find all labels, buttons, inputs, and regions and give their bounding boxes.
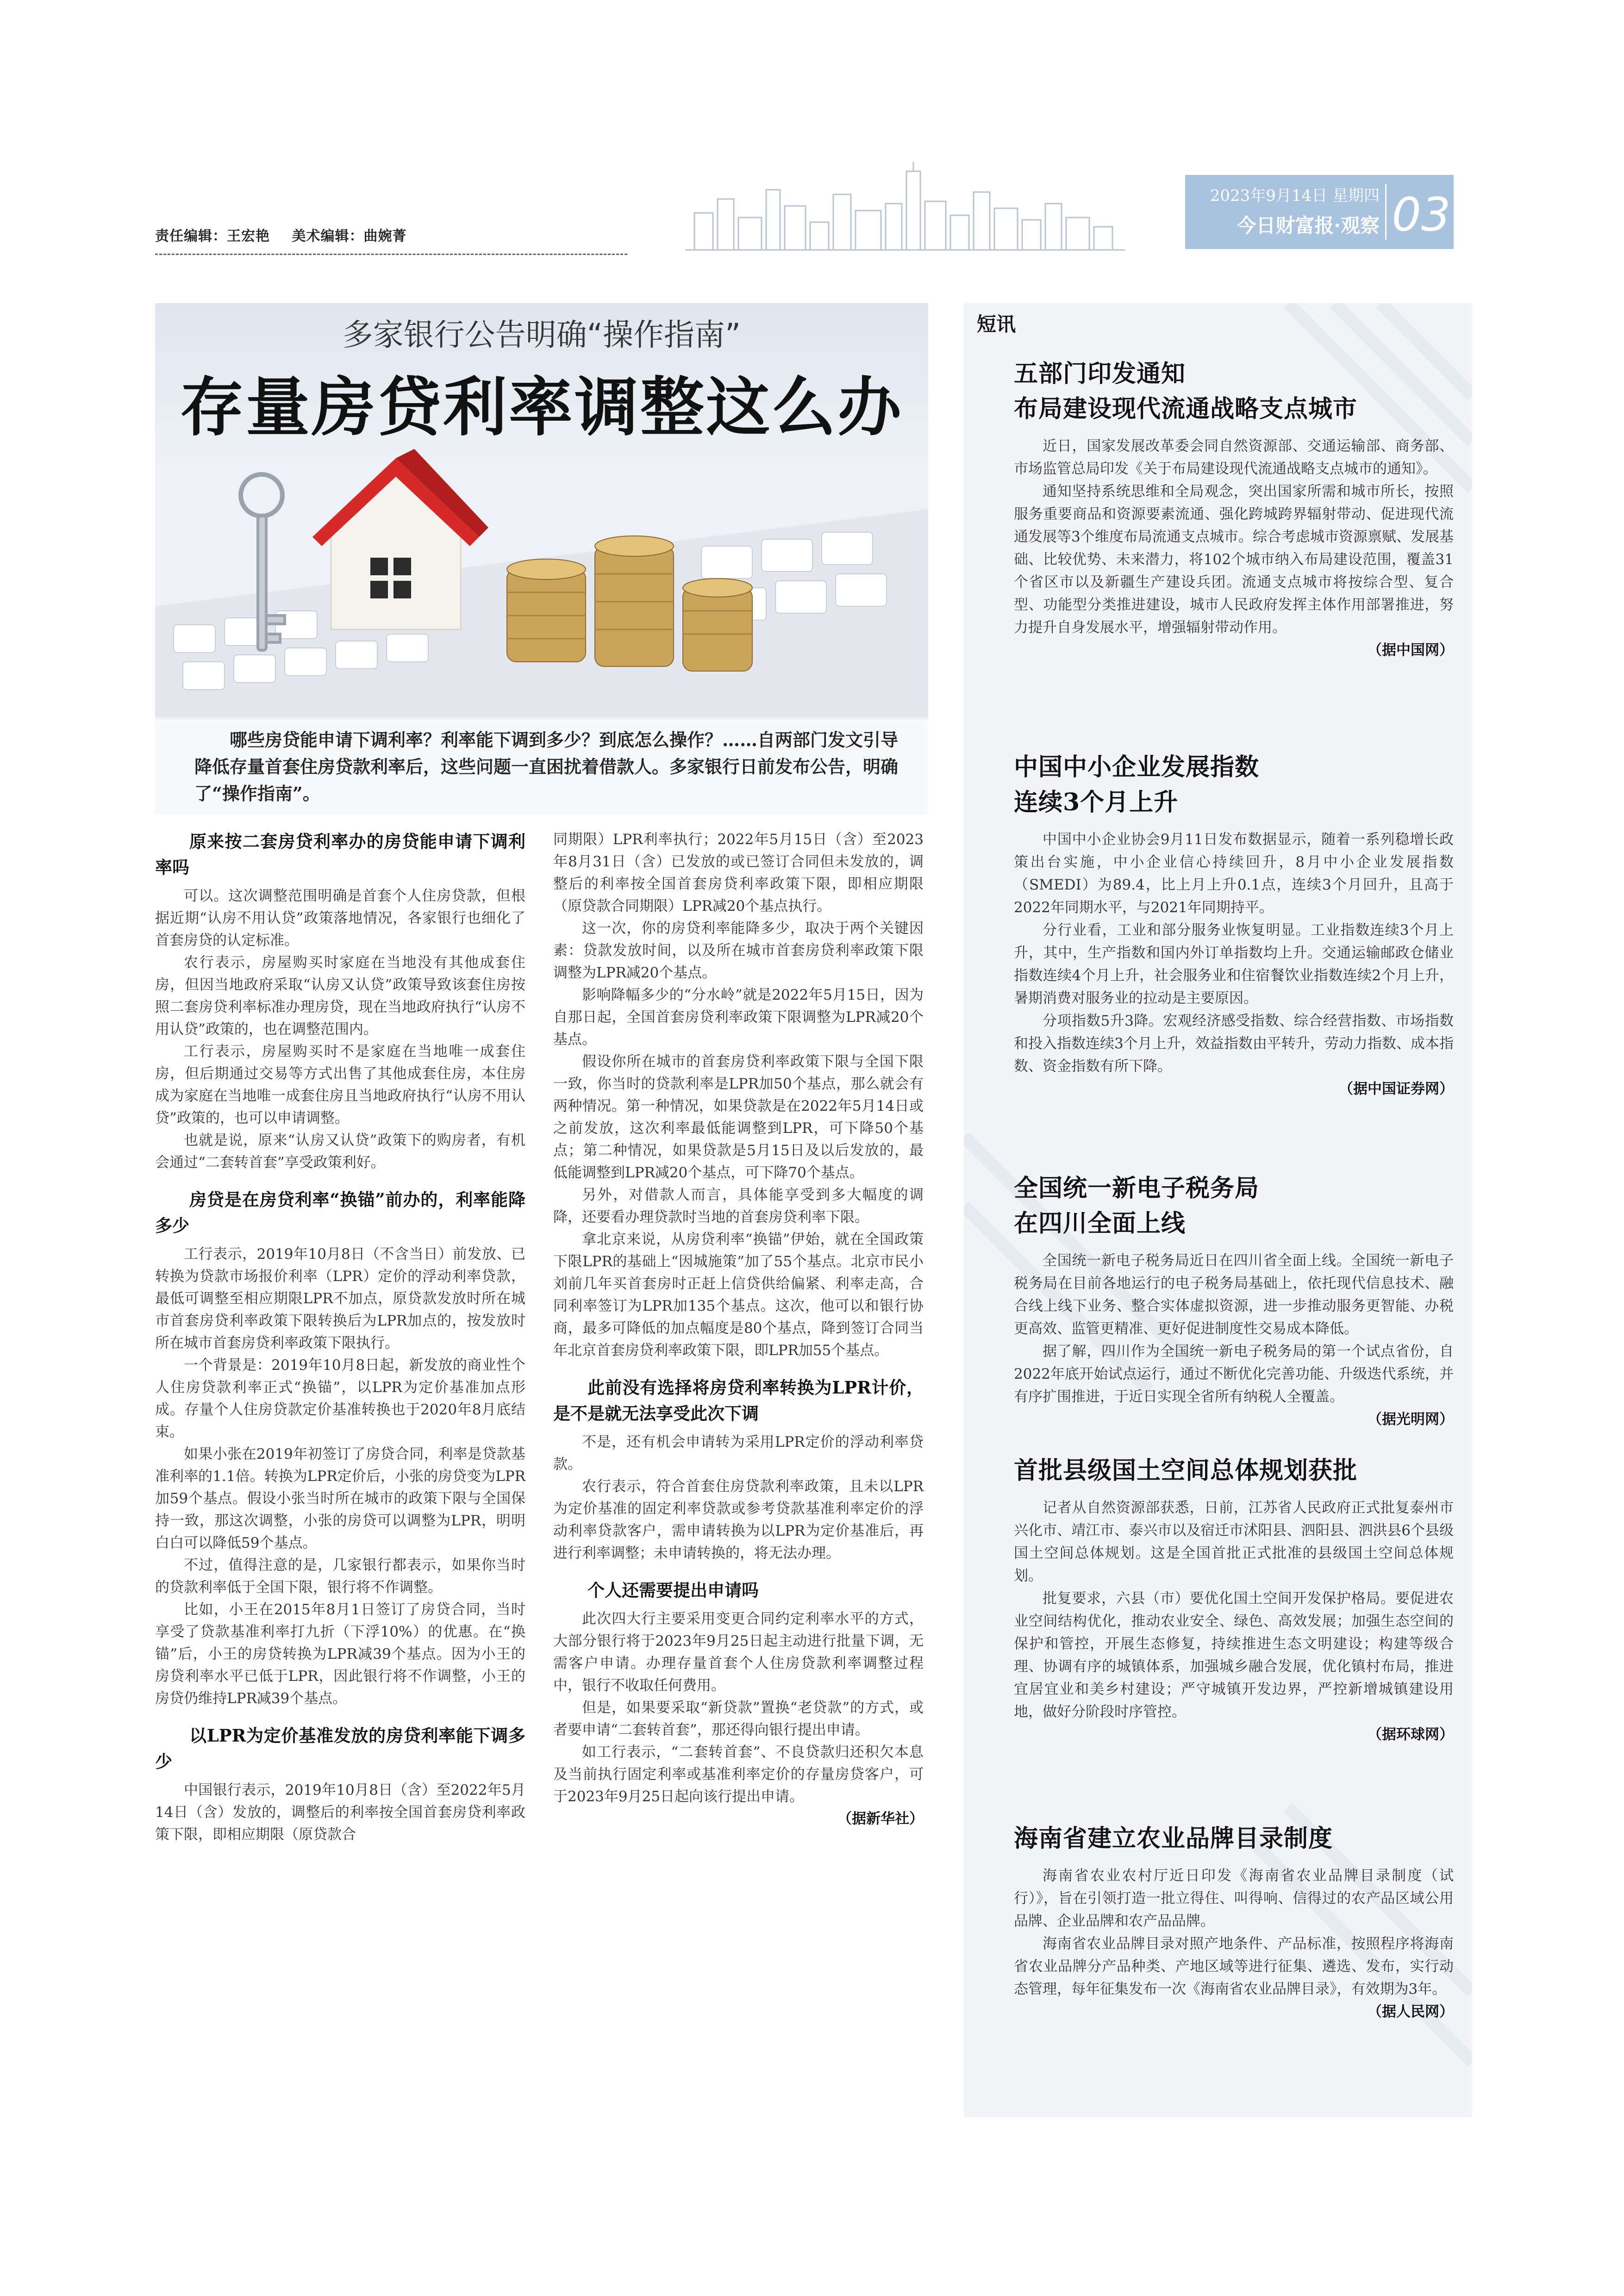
news-title: 中国中小企业发展指数 连续3个月上升	[1014, 753, 1260, 816]
paragraph: 记者从自然资源部获悉，日前，江苏省人民政府正式批复泰州市兴化市、靖江市、泰兴市以及宿迁市沭阳县、泗阳县、泗洪县6个县级国土空间总体规划。这是全国首批正式批准的县级国土空间总体规划。	[1014, 1500, 1454, 1584]
paragraph: 工行表示，2019年10月8日（不含当日）前发放、已转换为贷款市场报价利率（LPR）定价的浮动利率贷款，最低可调整至相应期限LPR不加点，原贷款发放时所在城市首套房贷利率政策下限转换后为LPR加点的，按发放时所在城市首套房贷利率政策下限执行。	[155, 1246, 525, 1351]
editor-credits	[155, 224, 423, 245]
paragraph: 农行表示，房屋购买时家庭在当地没有其他成套住房，但因当地政府采取“认房又认贷”政策导致该套住房按照二套房贷利率标准办理房贷，现在当地政府执行“认房不用认贷”政策的，也在调整范围内。	[155, 954, 525, 1038]
news-title: 全国统一新电子税务局 在四川全面上线	[1014, 1174, 1260, 1238]
paper-section-name: 今日财富报·观察	[1237, 214, 1380, 237]
paragraph: 近日，国家发展改革委会同自然资源部、交通运输部、商务部、市场监管总局印发《关于布局建设现代流通战略支点城市的通知》。	[1014, 438, 1454, 477]
paragraph: 农行表示，符合首套住房贷款利率政策，且未以LPR为定价基准的固定利率贷款或参考贷款基准利率定价的浮动利率贷款客户，需申请转换为以LPR为定价基准后，再进行利率调整；未申请转换的，将无法办理。	[553, 1478, 924, 1562]
article-source: （据新华社）	[837, 1811, 924, 1827]
paragraph: 也就是说，原来“认房又认贷”政策下的购房者，有机会通过“二套转首套”享受政策利好。	[155, 1132, 525, 1171]
paragraph: 中国银行表示，2019年10月8日（含）至2022年5月14日（含）发放的，调整后的利率按全国首套房贷利率政策下限，即相应期限（原贷款合	[155, 1782, 525, 1843]
article-lead: 哪些房贷能申请下调利率？利率能下调到多少？到底怎么操作？……自两部门发文引导降低存量首套住房贷款利率后，这些问题一直困扰着借款人。多家银行日前发布公告，明确了“操作指南”。	[194, 729, 899, 804]
paragraph: 分行业看，工业和部分服务业恢复明显。工业指数连续3个月上升，其中，生产指数和国内外订单指数均上升。交通运输邮政仓储业指数连续4个月上升，社会服务业和住宿餐饮业指数连续2个月上升，暑期消费对服务业的拉动是主要原因。	[1014, 922, 1454, 1007]
subheading: 房贷是在房贷利率“换锚”前办的，利率能降多少	[155, 1189, 525, 1236]
paragraph: 海南省农业品牌目录对照产地条件、产品标准，按照程序将海南省农业品牌分产品种类、产地区域等进行征集、遴选、发布，实行动态管理，每年征集发布一次《海南省农业品牌目录》，有效期为3年。	[1014, 1935, 1454, 1997]
subheading: 此前没有选择将房贷利率转换为LPR计价，是不是就无法享受此次下调	[553, 1377, 924, 1424]
news-title: 首批县级国土空间总体规划获批	[1014, 1456, 1358, 1485]
paragraph: 中国中小企业协会9月11日发布数据显示，随着一系列稳增长政策出台实施，中小企业信心持续回升，8月中小企业发展指数（SMEDI）为89.4，比上月上升0.1点，连续3个月回升，且高于2022年同期水平，与2021年同期持平。	[1014, 831, 1454, 916]
paragraph: 批复要求，六县（市）要优化国土空间开发保护格局。要促进农业空间结构优化，推动农业安全、绿色、高效发展；加强生态空间的保护和管控，开展生态修复，持续推进生态文明建设；构建等级合理、协调有序的城镇体系，加强城乡融合发展，优化镇村布局，推进宜居宜业和美乡村建设；严守城镇开发边界，严控新增城镇建设用地，做好分阶段时序管控。	[1014, 1590, 1454, 1720]
paragraph: 影响降幅多少的“分水岭”就是2022年5月15日，因为自那日起，全国首套房贷利率政策下限调整为LPR减20个基点。	[553, 987, 924, 1048]
paragraph: 比如，小王在2015年8月1日签订了房贷合同，当时享受了贷款基准利率打九折（下浮10%）的优惠。在“换锚”后，小王的房贷转换为LPR减39个基点。因为小王的房贷利率水平已低于LPR，因此银行将不作调整，小王的房贷仍维持LPR减39个基点。	[155, 1601, 525, 1707]
news-item	[1014, 1171, 1454, 1431]
paragraph: 全国统一新电子税务局近日在四川省全面上线。全国统一新电子税务局在目前各地运行的电子税务局基础上，依托现代信息技术、融合线上线下业务、整合实体虚拟资源，进一步推动服务更智能、办税更高效、监管更精准、更好促进制度性交易成本降低。	[1014, 1252, 1454, 1337]
paragraph: 不过，值得注意的是，几家银行都表示，如果你当时的贷款利率低于全国下限，银行将不作调整。	[155, 1557, 525, 1596]
news-source: （据环球网）	[1368, 1726, 1454, 1743]
paragraph: 假设你所在城市的首套房贷利率政策下限与全国下限一致，你当时的贷款利率是LPR加50个基点，那么就会有两种情况。第一种情况，如果贷款是在2022年5月14日或之前发放，这次利率最低能调整到LPR，可下降50个基点；第二种情况，如果贷款是5月15日及以后发放的，最低能调整到LPR减20个基点，可下降70个基点。	[553, 1053, 924, 1181]
article-kicker: 多家银行公告明确“操作指南”	[342, 317, 741, 353]
paragraph: 如工行表示，“二套转首套”、不良贷款归还积欠本息及当前执行固定利率或基准利率定价的存量房贷客户，可于2023年9月25日起向该行提出申请。	[553, 1744, 924, 1805]
news-source: （据中国网）	[1368, 642, 1454, 659]
page-number: 03	[1392, 187, 1451, 242]
header-divider	[155, 254, 627, 255]
news-source: （据人民网）	[1368, 2004, 1454, 2020]
paragraph: 一个背景是：2019年10月8日起，新发放的商业性个人住房贷款利率正式“换锚”，以LPR为定价基准加点形成。存量个人住房贷款定价基准转换也于2020年8月底结束。	[155, 1357, 525, 1440]
news-item	[1014, 1453, 1454, 1746]
paragraph: 可以。这次调整范围明确是首套个人住房贷款，但根据近期“认房不用认贷”政策落地情况，各家银行也细化了首套房贷的认定标准。	[155, 888, 525, 949]
editor-name: 责任编辑：王宏艳	[155, 228, 270, 244]
subheading: 以LPR为定价基准发放的房贷利率能下调多少	[155, 1725, 525, 1772]
subheading: 原来按二套房贷利率办的房贷能申请下调利率吗	[155, 831, 525, 877]
paragraph: 分项指数5升3降。宏观经济感受指数、综合经营指数、市场指数和投入指数连续3个月上升，效益指数由平转升，劳动力指数、成本指数、资金指数有所下降。	[1014, 1013, 1454, 1075]
paragraph: 此次四大行主要采用变更合同约定利率水平的方式，大部分银行将于2023年9月25日起主动进行批量下调，无需客户申请。办理存量首套个人住房贷款利率调整过程中，银行不收取任何费用。	[553, 1611, 924, 1694]
city-skyline-icon	[685, 162, 1125, 255]
house-key-coins-illustration	[155, 430, 928, 717]
paragraph: 如果小张在2019年初签订了房贷合同，利率是贷款基准利率的1.1倍。转换为LPR定价后，小张的房贷变为LPR加59个基点。假设小张当时所在城市的政策下限与全国保持一致，那这次调整，小张的房贷可以调整为LPR，明明白白可以降低59个基点。	[155, 1446, 525, 1551]
paragraph: 这一次，你的房贷利率能降多少，取决于两个关键因素：贷款发放时间，以及所在城市首套房贷利率政策下限调整为LPR减20个基点。	[553, 920, 924, 981]
subheading: 个人还需要提出申请吗	[587, 1580, 759, 1600]
news-item	[1014, 1821, 1454, 2023]
paragraph: 海南省农业农村厅近日印发《海南省农业品牌目录制度（试行）》，旨在引领打造一批立得住、叫得响、信得过的农产品区域公用品牌、企业品牌和农产品品牌。	[1014, 1867, 1454, 1929]
article-headline: 存量房贷利率调整这么办	[180, 369, 903, 445]
paragraph: 据了解，四川作为全国统一新电子税务局的第一个试点省份，自2022年底开始试点运行，通过不断优化完善功能、升级迭代系统，并有序扩围推进，于近日实现全省所有纳税人全覆盖。	[1014, 1343, 1454, 1405]
news-title: 海南省建立农业品牌目录制度	[1014, 1824, 1333, 1853]
paragraph: 另外，对借款人而言，具体能享受到多大幅度的调降，还要看办理贷款时当地的首套房贷利率下限。	[553, 1187, 924, 1226]
issue-date: 2023年9月14日 星期四	[1210, 187, 1380, 205]
paragraph: 同期限）LPR利率执行；2022年5月15日（含）至2023年8月31日（含）已发放的或已签订合同但未发放的，调整后的利率按全国首套房贷利率政策下限，即相应期限（原贷款合同期限）LPR减20个基点执行。	[553, 831, 924, 915]
paragraph: 但是，如果要采取“新贷款”置换“老贷款”的方式，或者要申请“二套转首套”，那还得向银行提出申请。	[553, 1699, 924, 1738]
news-source: （据光明网）	[1368, 1411, 1454, 1428]
paragraph: 通知坚持系统思维和全局观念，突出国家所需和城市所长，按照服务重要商品和资源要素流通、强化跨城跨界辐射带动、促进现代流通发展等3个维度布局流通支点城市。综合考虑城市资源禀赋、发展基础、比较优势、未来潜力，将102个城市纳入布局建设范围，覆盖31个省区市以及新疆生产建设兵团。流通支点城市将按综合型、复合型、功能型分类推进建设，城市人民政府发挥主体作用部署推进，努力提升自身发展水平，增强辐射带动作用。	[1014, 483, 1454, 636]
paragraph: 工行表示，房屋购买时不是家庭在当地唯一成套住房，但后期通过交易等方式出售了其他成套住房，本住房成为家庭在当地唯一成套住房且当地政府执行“认房不用认贷”政策的，也可以申请调整。	[155, 1043, 525, 1126]
news-item	[1014, 356, 1454, 662]
news-title: 五部门印发通知 布局建设现代流通战略支点城市	[1014, 360, 1358, 423]
article-column-2	[553, 828, 924, 1830]
news-item	[1014, 750, 1454, 1101]
date-bar-divider	[1385, 184, 1387, 240]
paragraph: 拿北京来说，从房贷利率“换锚”伊始，就在全国政策下限LPR的基础上“因城施策”加了55个基点。北京市民小刘前几年买首套房时正赶上信贷供给偏紧、利率走高，合同利率签订为LPR加135个基点。这次，他可以和银行协商，最多可降低的加点幅度是80个基点，降到签订合同当年北京首套房贷利率政策下限，即LPR加55个基点。	[553, 1231, 924, 1359]
art-editor-name: 美术编辑：曲婉菁	[292, 228, 407, 244]
sidebar-label: 短讯	[977, 313, 1016, 336]
news-source: （据中国证券网）	[1339, 1081, 1454, 1097]
paragraph: 不是，还有机会申请转为采用LPR定价的浮动利率贷款。	[553, 1434, 924, 1473]
article-column-1	[155, 828, 525, 1846]
